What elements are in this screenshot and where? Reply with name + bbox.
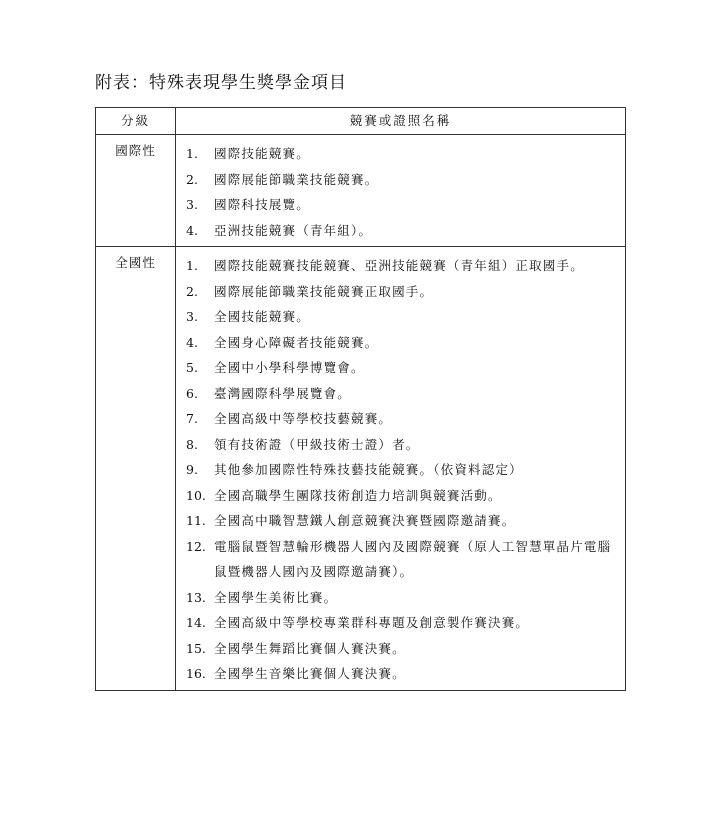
header-competition-name: 競賽或證照名稱 xyxy=(176,108,626,135)
list-item xyxy=(186,534,617,585)
item-number: 10. xyxy=(186,487,206,503)
item-number: 5. xyxy=(186,360,198,375)
list-item xyxy=(186,192,617,218)
item-number: 11. xyxy=(186,513,206,528)
item-text: 全國高中職智慧鐵人創意競賽決賽暨國際邀請賽。 xyxy=(214,513,516,528)
list-item xyxy=(186,636,617,662)
item-text: 電腦鼠暨智慧輪形機器人國內及國際競賽（原人工智慧單晶片電腦鼠暨機器人國內及國際邀請賽）。 xyxy=(214,538,612,579)
table-row-international xyxy=(96,135,626,247)
list-item xyxy=(186,661,617,687)
list-item xyxy=(186,585,617,611)
item-number: 2. xyxy=(186,283,198,299)
list-item xyxy=(186,218,617,244)
list-item xyxy=(186,406,617,432)
item-text: 其他參加國際性特殊技藝技能競賽。（依資料認定） xyxy=(214,462,523,477)
item-number: 1. xyxy=(186,146,198,161)
list-item xyxy=(186,330,617,356)
level-cell-national: 全國性 xyxy=(96,247,176,691)
item-number: 2. xyxy=(186,171,198,187)
item-number: 16. xyxy=(186,666,206,681)
item-number: 9. xyxy=(186,462,198,477)
item-text: 國際展能節職業技能競賽正取國手。 xyxy=(214,283,434,299)
item-number: 4. xyxy=(186,334,198,350)
list-item xyxy=(186,381,617,407)
list-item xyxy=(186,483,617,509)
level-cell-international: 國際性 xyxy=(96,135,176,247)
item-number: 6. xyxy=(186,385,198,401)
item-text: 全國高級中等學校技藝競賽。 xyxy=(214,411,393,426)
page-title: 附表：特殊表現學生獎學金項目 xyxy=(95,73,347,93)
scholarship-items-table xyxy=(95,107,626,691)
item-number: 8. xyxy=(186,436,198,452)
item-text: 全國學生舞蹈比賽個人賽決賽。 xyxy=(214,640,406,656)
item-number: 1. xyxy=(186,258,198,273)
national-item-list xyxy=(186,253,617,687)
table-row-national xyxy=(96,247,626,691)
item-number: 3. xyxy=(186,309,198,324)
item-text: 全國學生音樂比賽個人賽決賽。 xyxy=(214,666,406,681)
item-text: 全國中小學科學博覽會。 xyxy=(214,360,365,375)
item-number: 14. xyxy=(186,615,206,630)
item-text: 全國技能競賽。 xyxy=(214,309,310,324)
international-item-list xyxy=(186,141,617,243)
item-number: 12. xyxy=(186,538,206,554)
items-cell-national xyxy=(176,247,626,691)
table-header-row xyxy=(96,108,626,135)
item-text: 全國高職學生團隊技術創造力培訓與競賽活動。 xyxy=(214,487,502,503)
header-level: 分級 xyxy=(96,108,176,135)
item-text: 領有技術證（甲級技術士證）者。 xyxy=(214,436,420,452)
item-text: 全國學生美術比賽。 xyxy=(214,589,338,605)
item-text: 國際科技展覽。 xyxy=(214,197,310,212)
list-item xyxy=(186,167,617,193)
list-item xyxy=(186,304,617,330)
list-item xyxy=(186,253,617,279)
item-number: 13. xyxy=(186,589,206,605)
item-text: 國際技能競賽。 xyxy=(214,146,310,161)
list-item xyxy=(186,432,617,458)
item-number: 7. xyxy=(186,411,198,426)
item-text: 國際技能競賽技能競賽、亞洲技能競賽（青年組）正取國手。 xyxy=(214,258,584,273)
list-item xyxy=(186,508,617,534)
item-text: 全國高級中等學校專業群科專題及創意製作賽決賽。 xyxy=(214,615,530,630)
list-item xyxy=(186,457,617,483)
item-text: 臺灣國際科學展覽會。 xyxy=(214,385,352,401)
item-text: 亞洲技能競賽（青年組）。 xyxy=(214,222,373,238)
item-text: 全國身心障礙者技能競賽。 xyxy=(214,334,379,350)
list-item xyxy=(186,355,617,381)
item-number: 4. xyxy=(186,222,198,238)
items-cell-international xyxy=(176,135,626,247)
item-number: 15. xyxy=(186,640,206,656)
list-item xyxy=(186,279,617,305)
item-number: 3. xyxy=(186,197,198,212)
list-item xyxy=(186,141,617,167)
item-text: 國際展能節職業技能競賽。 xyxy=(214,171,379,187)
list-item xyxy=(186,610,617,636)
